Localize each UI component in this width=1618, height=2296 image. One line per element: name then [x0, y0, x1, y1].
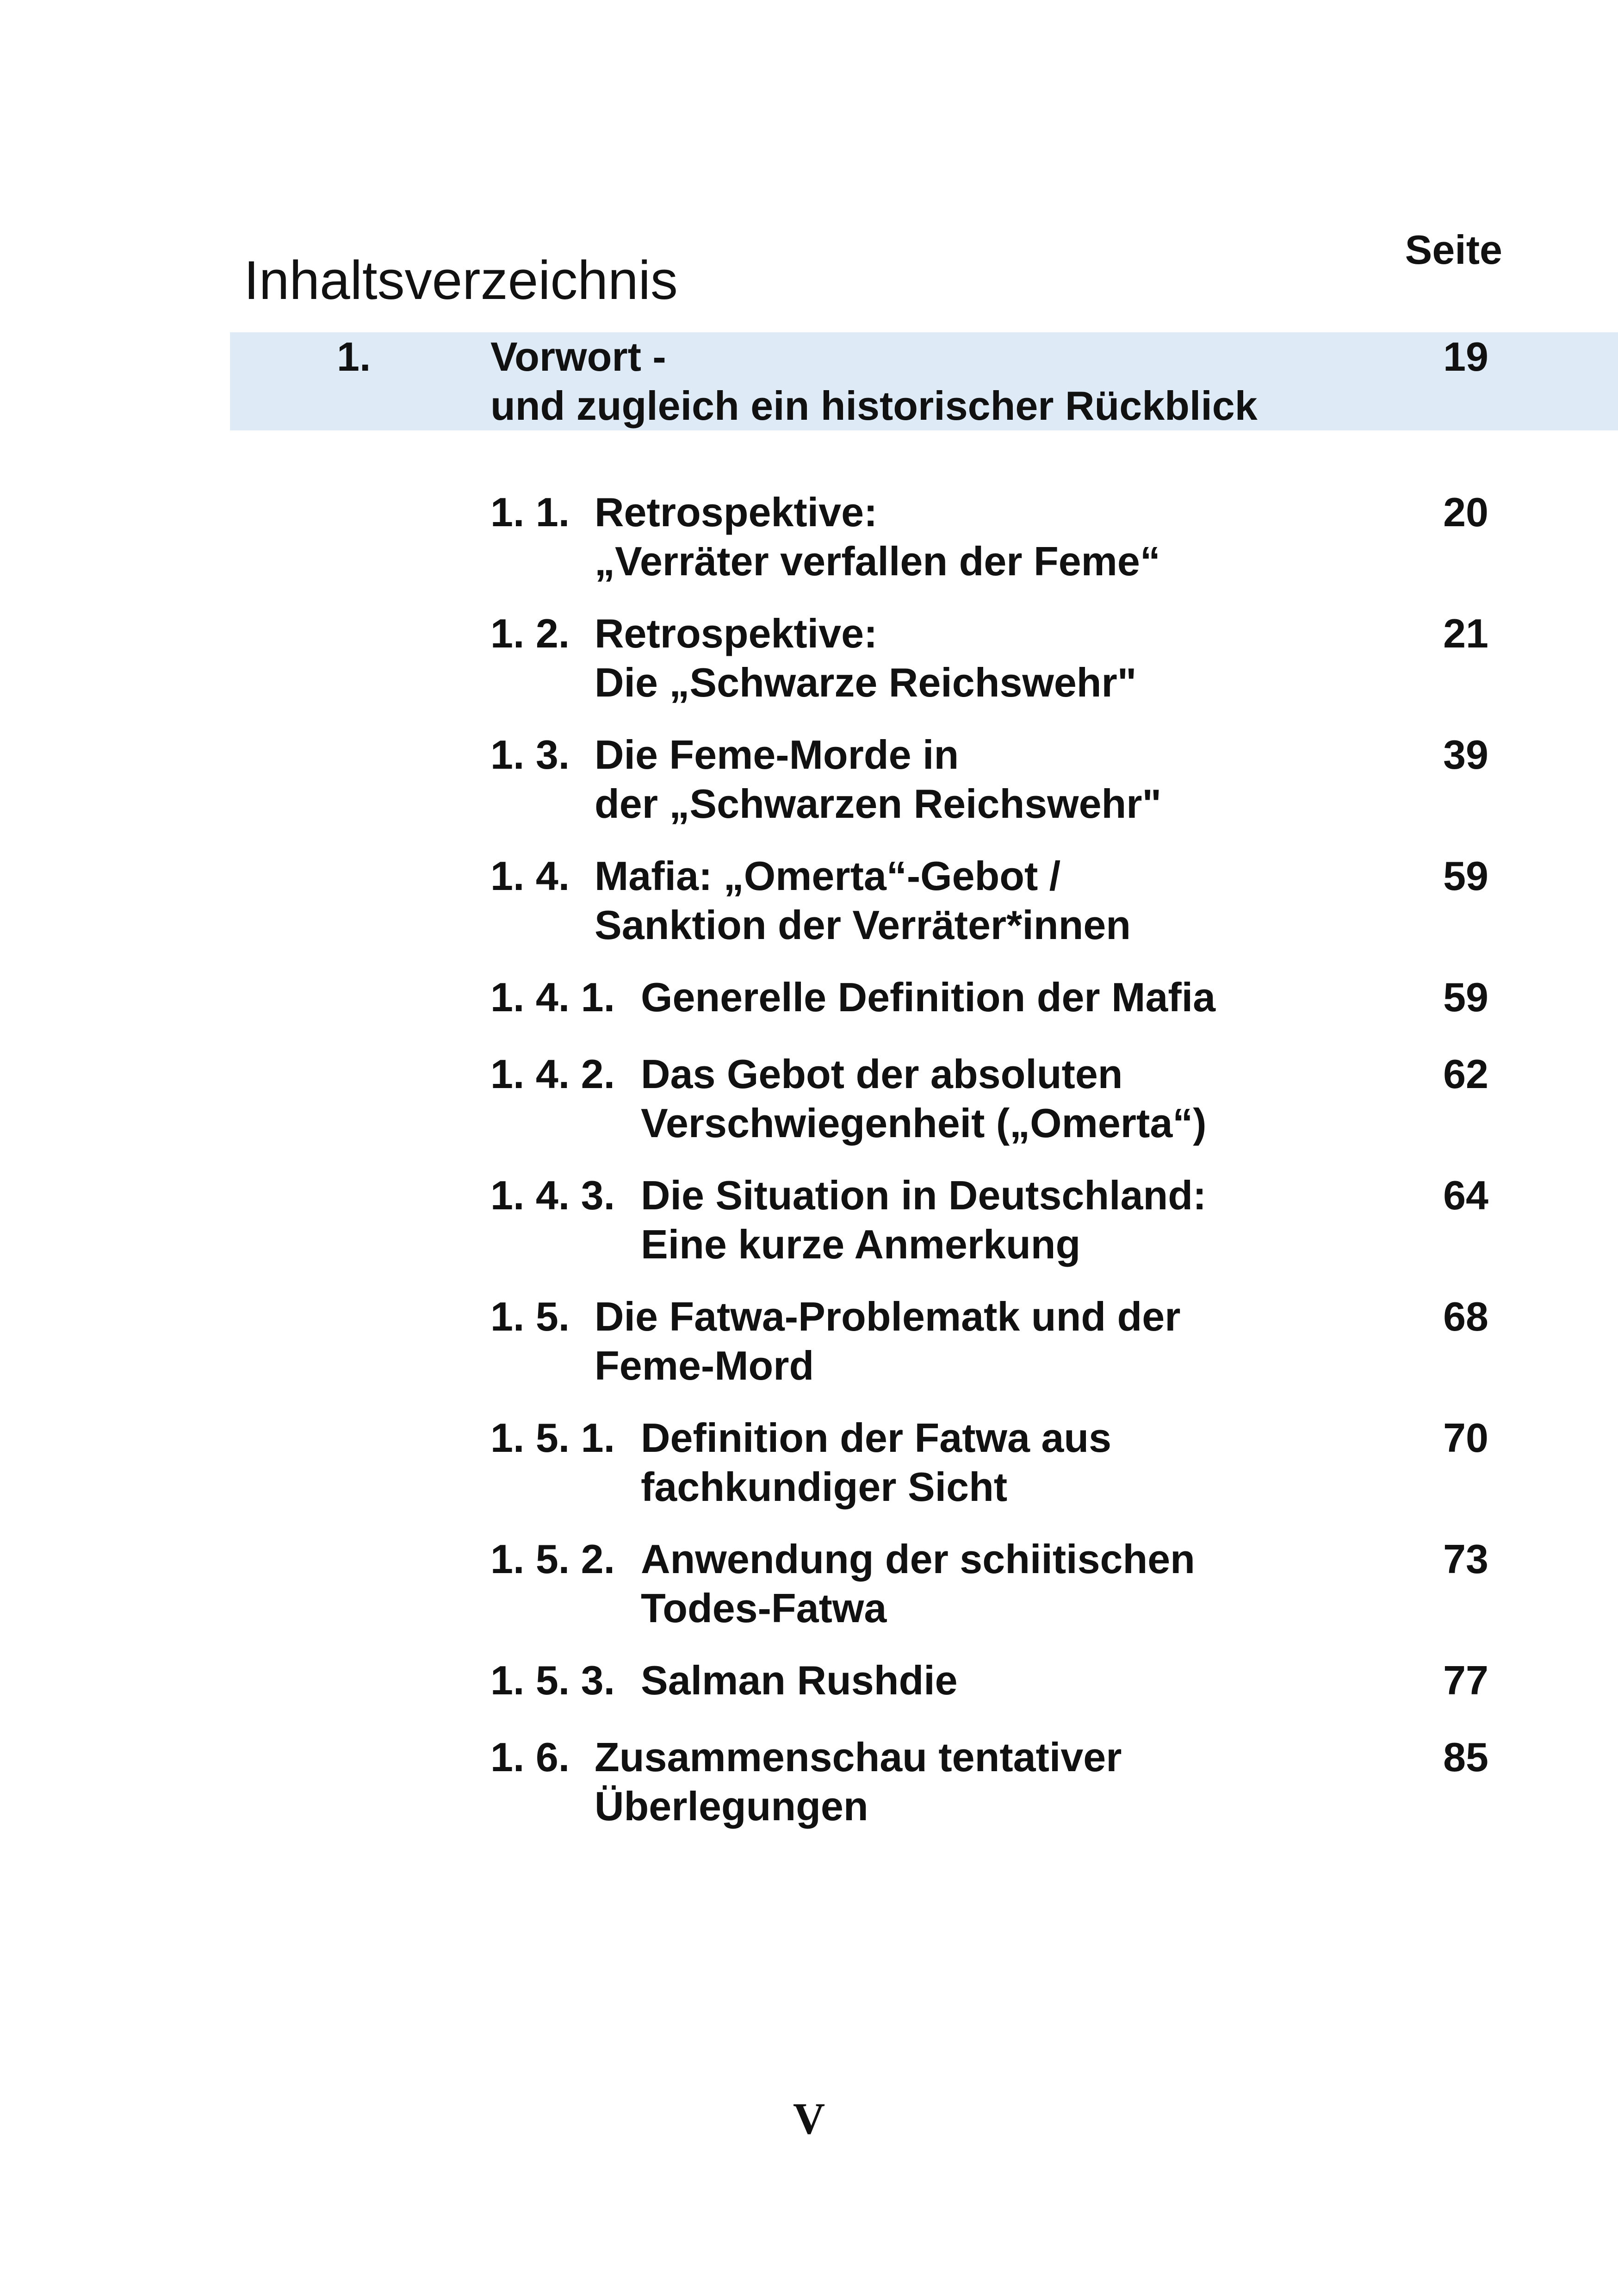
entry-title-line2: Sanktion der Verräter*innen: [595, 902, 1131, 948]
entry-number: 1. 4.: [490, 853, 570, 899]
entry-page: 73: [1443, 1536, 1488, 1582]
entry-number: 1.: [337, 334, 371, 380]
entry-page: 68: [1443, 1294, 1488, 1339]
entry-title-line1: Mafia: „Omerta“-Gebot /: [595, 853, 1061, 899]
entry-page: 85: [1443, 1734, 1488, 1780]
entry-title-line2: Eine kurze Anmerkung: [641, 1221, 1081, 1267]
entry-title-line2: Feme-Mord: [595, 1343, 814, 1388]
entry-title: [595, 852, 1131, 950]
entry-title-line1: Die Fatwa-Problematk und der: [595, 1294, 1181, 1339]
entry-title-line2: Die „Schwarze Reichswehr": [595, 660, 1137, 705]
entry-title-line1: Das Gebot der absoluten: [641, 1051, 1123, 1097]
entry-title-line2: fachkundiger Sicht: [641, 1464, 1008, 1510]
entry-title: [641, 1656, 958, 1705]
entry-title: [641, 1050, 1207, 1148]
entry-page: 21: [1443, 610, 1488, 656]
entry-title-line1: Anwendung der schiitischen: [641, 1536, 1195, 1582]
entry-title: [595, 1292, 1180, 1390]
entry-number: 1. 2.: [490, 610, 570, 656]
entry-title-line1: Definition der Fatwa aus: [641, 1415, 1112, 1461]
entry-number: 1. 5. 1.: [490, 1415, 615, 1461]
entry-title-line2: Todes-Fatwa: [641, 1585, 887, 1631]
entry-page: 59: [1443, 853, 1488, 899]
entry-number: 1. 6.: [490, 1734, 570, 1780]
entry-title: [595, 1733, 1122, 1831]
entry-page: 70: [1443, 1415, 1488, 1461]
entry-number: 1. 4. 3.: [490, 1172, 615, 1218]
entry-title: [641, 1535, 1195, 1633]
entry-title-line1: Generelle Definition der Mafia: [641, 974, 1216, 1020]
entry-page: 62: [1443, 1051, 1488, 1097]
entry-title-line2: Verschwiegenheit („Omerta“): [641, 1100, 1207, 1146]
entry-page: 20: [1443, 489, 1488, 535]
entry-title: [641, 1413, 1111, 1512]
entry-title-line1: Retrospektive:: [595, 489, 878, 535]
entry-title: [490, 332, 1258, 430]
entry-title-line2: „Verräter verfallen der Feme“: [595, 538, 1160, 584]
entry-number: 1. 4. 2.: [490, 1051, 615, 1097]
entry-title: [595, 488, 1160, 586]
entry-title-line2: Überlegungen: [595, 1783, 868, 1829]
entry-number: 1. 5.: [490, 1294, 570, 1339]
entry-title-line2: und zugleich ein historischer Rückblick: [490, 383, 1258, 429]
entry-title-line1: Die Feme-Morde in: [595, 732, 959, 778]
entry-number: 1. 5. 2.: [490, 1536, 615, 1582]
entry-title: [595, 730, 1161, 828]
entry-page: 77: [1443, 1657, 1488, 1703]
entry-title: [595, 609, 1137, 707]
entry-number: 1. 5. 3.: [490, 1657, 615, 1703]
entry-page: 19: [1443, 334, 1488, 380]
page-folio-number: V: [793, 2094, 825, 2143]
entry-title-line1: Retrospektive:: [595, 610, 878, 656]
entry-number: 1. 3.: [490, 732, 570, 778]
entry-page: 39: [1443, 732, 1488, 778]
entry-title-line1: Vorwort -: [490, 334, 666, 380]
entry-title-line1: Salman Rushdie: [641, 1657, 958, 1703]
entry-page: 64: [1443, 1172, 1488, 1218]
entry-number: 1. 4. 1.: [490, 974, 615, 1020]
page-column-label: Seite: [1405, 227, 1502, 273]
entry-title-line1: Zusammenschau tentativer: [595, 1734, 1122, 1780]
entry-number: 1. 1.: [490, 489, 570, 535]
entry-page: 59: [1443, 974, 1488, 1020]
entry-title: [641, 973, 1215, 1022]
entry-title-line2: der „Schwarzen Reichswehr": [595, 781, 1162, 827]
entry-title: [641, 1171, 1206, 1269]
entry-title-line1: Die Situation in Deutschland:: [641, 1172, 1207, 1218]
toc-heading: Inhaltsverzeichnis: [244, 250, 678, 311]
